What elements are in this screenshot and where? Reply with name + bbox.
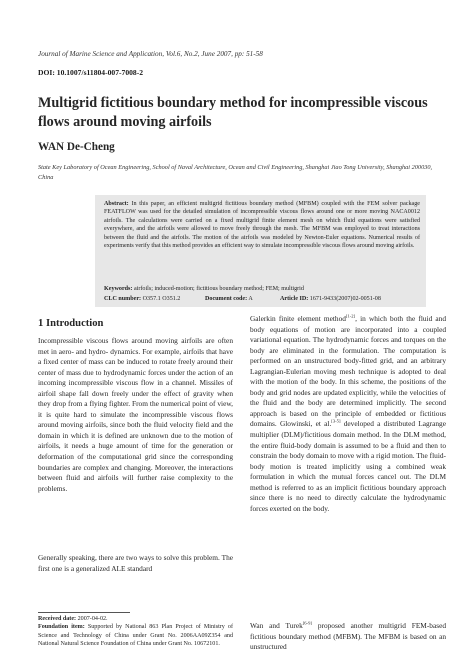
author-affiliation: State Key Laboratory of Ocean Engineering, School of Naval Architecture, Ocean and Civil Engineering, Shanghai Jiao Tong University, Shanghai 200030, China (38, 164, 433, 181)
received-label: Received date: (38, 616, 77, 622)
author-name: WAN De-Cheng (38, 141, 115, 153)
paragraph-text: developed a distributed Lagrange multiplier (DLM)/fictitious domain method. In the DLM method, the entire fluid-body domain is assumed to be a fluid and then to constrain the body domain to move with a rigid motion. The fluid-body motion is treated implicitly using a combined weak formulation in which the mutual forces cancel out. The DLM method is referred to as an implicit fictitious boundary approach since there is no need to directly calculate the hydrodynamic forces exerted on the body. (250, 419, 446, 513)
abstract-text (104, 200, 420, 250)
citation-ref: [3-5] (331, 419, 341, 425)
intro-paragraph-2: Generally speaking, there are two ways to solve this problem. The first one is a generalized ALE standard (38, 553, 233, 573)
citation-ref: [6-9] (302, 620, 312, 626)
citation-ref: [1-2] (345, 313, 356, 319)
paragraph-text: Wan and Turek (250, 621, 303, 630)
section-heading-introduction: 1 Introduction (38, 318, 104, 329)
foundation-text: Supported by National 863 Plan Project of Ministry of Science and Technology of China under Grant No. 2006AA09Z354 and National Natural Science Foundation of China under Grant No. 10672101. (38, 624, 234, 648)
keywords-value: airfoils; induced-motion; fictitious boundary method; FEM; multigrid (133, 286, 304, 292)
keywords-row (104, 286, 420, 292)
clc-value: O357.1 O351.2 (142, 296, 181, 302)
intro-paragraph-4 (250, 621, 446, 653)
paper-title: Multigrid fictitious boundary method for incompressible viscous flows around moving airfoils (38, 95, 428, 130)
abstract-body: In this paper, an efficient multigrid fictitious boundary method (MFBM) coupled with the FEM solver package FEATFLOW was used for the detailed simulation of incompressible viscous flows around one or more moving NACA0012 airfoils. The calculations were carried on a fixed multigrid finite element mesh on which fluid equations were satisfied everywhere, and the airfoils were allowed to move freely through the mesh. The MFBM was employed to treat interactions between the fluid and the airfoils. The motion of the airfoils was modeled by Newton-Euler equations. Numerical results of experiments verify that this method provides an efficient way to simulate incompressible viscous flows around moving airfoils. (104, 201, 420, 250)
journal-citation: Journal of Marine Science and Application, Vol.6, No.2, June 2007, pp: 51-58 (38, 50, 263, 58)
article-id-label: Article ID: (280, 296, 309, 302)
doi-line: DOI: 10.1007/s11804-007-7008-2 (38, 68, 144, 77)
clc-label: CLC number: (104, 296, 142, 302)
keywords-label: Keywords: (104, 286, 133, 292)
paragraph-text: Galerkin finite element method (250, 314, 346, 323)
abstract-label: Abstract: (104, 201, 129, 207)
intro-paragraph-1: Incompressible viscous flows around moving airfoils are often met in aero- and hydro- dynamics. For example, airfoils that have a fixed center of mass can be induced to rotate freely around their center of mass due to hydrodynamic forces under the action of an incoming incompressible viscous flow in a channel. Missiles of airfoil shape fall down freely under the effect of gravity when they drop from a flying fighter. From the numerical point of view, it is quite hard to simulate the incompressible viscous flows around moving airfoils, since both the fluid velocity field and the domain in which it is defined are unknown due to the motion of airfoils, it needs a huge amount of time for the generation or deformation of the computational grid since the corresponding boundaries are complex and changing. Moreover, the interactions between fluid and airfoils will further raise complexity to the problems. (38, 336, 233, 493)
intro-paragraph-3 (250, 314, 446, 514)
foundation-label: Foundation item: (38, 624, 85, 631)
received-date: 2007-04-02. (77, 616, 108, 622)
article-id-value: 1671-9433(2007)02-0051-08 (309, 296, 381, 302)
document-code-label: Document code: (205, 296, 248, 302)
paragraph-text: proposed another multigrid FEM-based fictitious boundary method (MFBM). The MFBM is based on an unstructured (250, 621, 447, 652)
footnote (38, 615, 233, 649)
footnote-divider (38, 612, 130, 613)
paragraph-text: , in which both the fluid and body equations of motion are incorporated into a coupled variational equation. The hydrodynamic forces and torques on the body are eliminated in the formulation. The computation is performed on an unstructured body-fitted grid, and an arbitrary Lagrangian-Eulerian moving mesh technique is adopted to deal with the motion of the body. In this scheme, the positions of the body and grid nodes are updated explicitly, while the velocities of the fluid and the body are determined implicitly. The second approach is based on the principle of embedded or fictitious domains. Glowinski, et al. (250, 314, 446, 429)
document-code-value: A (248, 296, 253, 302)
